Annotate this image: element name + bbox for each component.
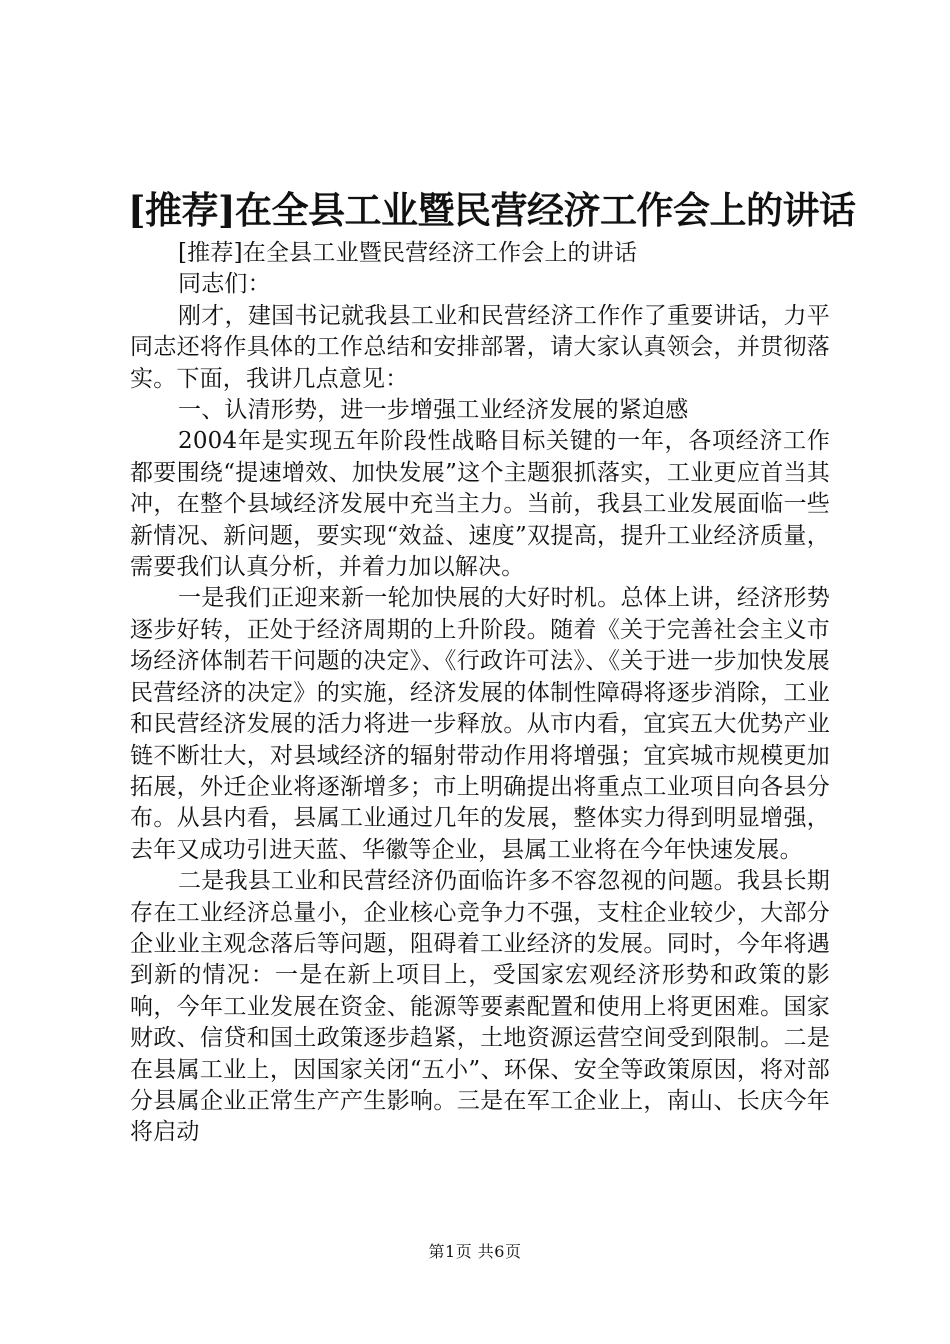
document-body	[130, 238, 830, 1149]
paragraph-salutation: 同志们：	[178, 271, 271, 298]
page-footer: 第1页 共6页	[428, 1242, 522, 1261]
section-heading-1: 一、认清形势，进一步增强工业经济发展的紧迫感	[178, 397, 689, 424]
paragraph-intro: 刚才，建国书记就我县工业和民营经济工作作了重要讲话，力平同志还将作具体的工作总结和安排部署，请大家认真领会，并贯彻落实。下面，我讲几点意见：	[130, 302, 830, 392]
paragraph-opportunity: 一是我们正迎来新一轮加快展的大好时机。总体上讲，经济形势逐步好转，正处于经济周期的上升阶段。随着《关于完善社会主义市场经济体制若干问题的决定》、《行政许可法》、《关于进一步加快发展民营经济的决定》的实施，经济发展的体制性障碍将逐步消除，工业和民营经济发展的活力将进一步释放。从市内看，宜宾五大优势产业链不断壮大，对县域经济的辐射带动作用将增强；宜宾城市规模更加拓展，外迁企业将逐渐增多；市上明确提出将重点工业项目向各县分布。从县内看，县属工业通过几年的发展，整体实力得到明显增强，去年又成功引进天蓝、华徽等企业，县属工业将在今年快速发展。	[130, 585, 830, 863]
paragraph-subtitle: [推荐]在全县工业暨民营经济工作会上的讲话	[178, 240, 638, 266]
paragraph-2004: 2004年是实现五年阶段性战略目标关键的一年，各项经济工作都要围绕“提速增效、加快发展”这个主题狠抓落实，工业更应首当其冲，在整个县域经济发展中充当主力。当前，我县工业发展面临一些新情况、新问题，要实现“效益、速度”双提高，提升工业经济质量，需要我们认真分析，并着力加以解决。	[130, 428, 830, 581]
document-title: [推荐]在全县工业暨民营经济工作会上的讲话	[128, 188, 856, 232]
paragraph-problems: 二是我县工业和民营经济仍面临许多不容忽视的问题。我县长期存在工业经济总量小，企业核心竞争力不强，支柱企业较少，大部分企业业主观念落后等问题，阻碍着工业经济的发展。同时，今年将遇到新的情况：一是在新上项目上，受国家宏观经济形势和政策的影响，今年工业发展在资金、能源等要素配置和使用上将更困难。国家财政、信贷和国土政策逐步趋紧，土地资源运营空间受到限制。二是在县属工业上，因国家关闭“五小”、环保、安全等政策原因，将对部分县属企业正常生产产生影响。三是在军工企业上，南山、长庆今年将启动	[130, 868, 830, 1146]
